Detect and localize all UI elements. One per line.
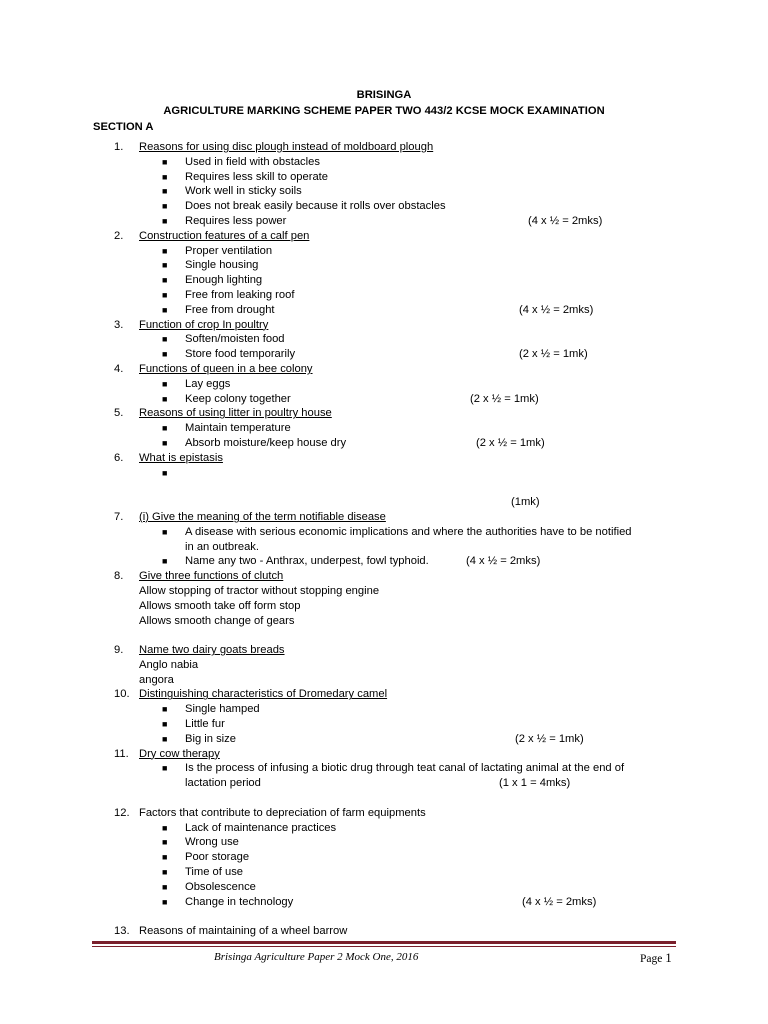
- marks-allocation: (2 x ½ = 1mk): [470, 392, 539, 405]
- list-item: ■ Soften/moisten food: [162, 333, 285, 346]
- marks-allocation: (2 x ½ = 1mk): [476, 436, 545, 449]
- list-item: ■ Used in field with obstacles: [162, 155, 320, 168]
- list-item: ■ Big in size (2 x ½ = 1mk): [162, 732, 584, 745]
- question-text: Function of crop In poultry: [139, 318, 269, 331]
- question-9: [0, 643, 768, 658]
- square-bullet-icon: ■: [162, 186, 168, 197]
- question-12: [0, 806, 768, 821]
- section-heading: SECTION A: [93, 121, 154, 133]
- question-number: 9.: [114, 644, 124, 657]
- square-bullet-icon: ■: [162, 719, 168, 730]
- list-item: ■ Name any two - Anthrax, underpest, fowl typhoid. (4 x ½ = 2mks): [162, 555, 541, 568]
- answer-line: angora: [139, 673, 174, 686]
- square-bullet-icon: ■: [162, 822, 168, 833]
- square-bullet-icon: ■: [162, 467, 168, 478]
- question-text: Functions of queen in a bee colony: [139, 362, 313, 375]
- list-item: ■ Requires less skill to operate: [162, 170, 329, 183]
- square-bullet-icon: ■: [162, 289, 168, 300]
- question-number: 4.: [114, 362, 124, 375]
- square-bullet-icon: ■: [162, 260, 168, 271]
- list-item-continuation: lactation period (1 x 1 = 4mks): [185, 777, 571, 790]
- footer-text: Brisinga Agriculture Paper 2 Mock One, 2016: [214, 951, 419, 963]
- square-bullet-icon: ■: [162, 423, 168, 434]
- list-item: ■ Lay eggs: [162, 377, 231, 390]
- question-text: Give three functions of clutch: [139, 570, 284, 583]
- square-bullet-icon: ■: [162, 275, 168, 286]
- question-6: [0, 451, 768, 466]
- page-label: Page: [640, 953, 663, 965]
- marks-allocation: (4 x ½ = 2mks): [522, 895, 597, 908]
- list-item: [0, 466, 768, 481]
- question-text: Name two dairy goats breads: [139, 644, 285, 657]
- question-13: [0, 924, 768, 939]
- question-text: Reasons for using disc plough instead of moldboard plough: [139, 141, 434, 153]
- list-item: ■ Poor storage: [162, 851, 250, 864]
- question-number: 3.: [114, 318, 124, 331]
- list-item: ■ Work well in sticky soils: [162, 185, 302, 198]
- square-bullet-icon: ■: [162, 881, 168, 892]
- question-number: 5.: [114, 407, 124, 420]
- question-text: Dry cow therapy: [139, 747, 220, 760]
- square-bullet-icon: ■: [162, 437, 168, 448]
- list-item: ■ Requires less power (4 x ½ = 2mks): [162, 214, 603, 227]
- page-indicator: [640, 950, 672, 966]
- question-7: [0, 510, 768, 525]
- square-bullet-icon: ■: [162, 334, 168, 345]
- list-item: ■ Free from drought (4 x ½ = 2mks): [162, 303, 594, 316]
- question-2: [0, 229, 768, 244]
- marks-line: [0, 495, 768, 510]
- answer-line: Allows smooth take off form stop: [139, 599, 301, 612]
- footer-divider-thin: [92, 946, 676, 947]
- question-number: 2.: [114, 229, 124, 242]
- question-4: [0, 362, 768, 377]
- square-bullet-icon: ■: [162, 852, 168, 863]
- question-text: Factors that contribute to depreciation of farm equipments: [139, 806, 426, 819]
- list-item: ■ Single housing: [162, 259, 259, 272]
- square-bullet-icon: ■: [162, 556, 168, 567]
- question-text: Reasons of maintaining of a wheel barrow: [139, 925, 348, 938]
- question-number: 13.: [114, 925, 130, 938]
- list-item: ■ Keep colony together (2 x ½ = 1mk): [162, 392, 539, 405]
- question-5: [0, 406, 768, 421]
- list-item: ■ A disease with serious economic implications and where the authorities have to be notified: [162, 525, 632, 538]
- square-bullet-icon: ■: [162, 215, 168, 226]
- footer-divider: [92, 941, 676, 944]
- square-bullet-icon: ■: [162, 245, 168, 256]
- square-bullet-icon: ■: [162, 349, 168, 360]
- list-item: ■ Does not break easily because it rolls over obstacles: [162, 200, 446, 213]
- list-item: ■ Obsolescence: [162, 880, 256, 893]
- question-text: Distinguishing characteristics of Dromedary camel: [139, 688, 388, 701]
- list-item: ■ Lack of maintenance practices: [162, 821, 337, 834]
- square-bullet-icon: ■: [162, 304, 168, 315]
- marks-allocation: (1 x 1 = 4mks): [499, 777, 571, 790]
- answer-line: Allow stopping of tractor without stopping engine: [139, 584, 380, 597]
- list-item: ■ Time of use: [162, 866, 244, 879]
- question-number: 11.: [114, 747, 129, 760]
- question-3: [0, 318, 768, 333]
- question-number: 1.: [114, 141, 124, 153]
- question-11: [0, 747, 768, 762]
- square-bullet-icon: ■: [162, 171, 168, 182]
- question-number: 7.: [114, 510, 124, 523]
- question-number: 10.: [114, 688, 130, 701]
- list-item: ■ Enough lighting: [162, 274, 263, 287]
- question-number: 6.: [114, 451, 124, 464]
- school-name: BRISINGA: [356, 89, 412, 101]
- list-item-continuation: in an outbreak.: [185, 540, 260, 553]
- document-title: AGRICULTURE MARKING SCHEME PAPER TWO 443/2 KCSE MOCK EXAMINATION: [163, 105, 605, 117]
- question-number: 8.: [114, 570, 124, 583]
- marks-allocation: (4 x ½ = 2mks): [528, 214, 603, 227]
- list-item: ■ Is the process of infusing a biotic drug through teat canal of lactating animal at the end of: [162, 762, 625, 775]
- square-bullet-icon: ■: [162, 837, 168, 848]
- question-list: [0, 140, 768, 939]
- list-item: ■ Little fur: [162, 718, 225, 731]
- marks-allocation: (2 x ½ = 1mk): [519, 348, 588, 361]
- question-text: Reasons of using litter in poultry house: [139, 407, 332, 420]
- square-bullet-icon: ■: [162, 763, 168, 774]
- list-item: ■ Free from leaking roof: [162, 288, 295, 301]
- question-10: [0, 687, 768, 702]
- list-item: ■ Absorb moisture/keep house dry (2 x ½ = 1mk): [162, 436, 545, 449]
- page-number: 1: [665, 950, 672, 965]
- square-bullet-icon: ■: [162, 867, 168, 878]
- list-item: ■ Change in technology (4 x ½ = 2mks): [162, 895, 597, 908]
- square-bullet-icon: ■: [162, 201, 168, 212]
- marks-allocation: (4 x ½ = 2mks): [519, 303, 594, 316]
- marks-allocation: (4 x ½ = 2mks): [466, 555, 541, 568]
- question-text: What is epistasis: [139, 451, 223, 464]
- square-bullet-icon: ■: [162, 526, 168, 537]
- marks-allocation: (2 x ½ = 1mk): [515, 732, 584, 745]
- square-bullet-icon: ■: [162, 733, 168, 744]
- square-bullet-icon: ■: [162, 393, 168, 404]
- square-bullet-icon: ■: [162, 896, 168, 907]
- answer-line: Anglo nabia: [139, 658, 199, 671]
- list-item: ■ Store food temporarily (2 x ½ = 1mk): [162, 348, 588, 361]
- question-number: 12.: [114, 806, 130, 819]
- square-bullet-icon: ■: [162, 704, 168, 715]
- marks-allocation: (1mk): [511, 496, 540, 509]
- question-8: [0, 569, 768, 584]
- question-text: Construction features of a calf pen: [139, 229, 310, 242]
- question-text: (i) Give the meaning of the term notifiable disease: [139, 510, 386, 523]
- list-item: ■ Single hamped: [162, 703, 260, 716]
- answer-line: Allows smooth change of gears: [139, 614, 295, 627]
- square-bullet-icon: ■: [162, 156, 168, 167]
- square-bullet-icon: ■: [162, 378, 168, 389]
- list-item: ■ Maintain temperature: [162, 422, 291, 435]
- list-item: ■ Proper ventilation: [162, 244, 273, 257]
- list-item: ■ Wrong use: [162, 836, 239, 849]
- question-1: [0, 140, 768, 155]
